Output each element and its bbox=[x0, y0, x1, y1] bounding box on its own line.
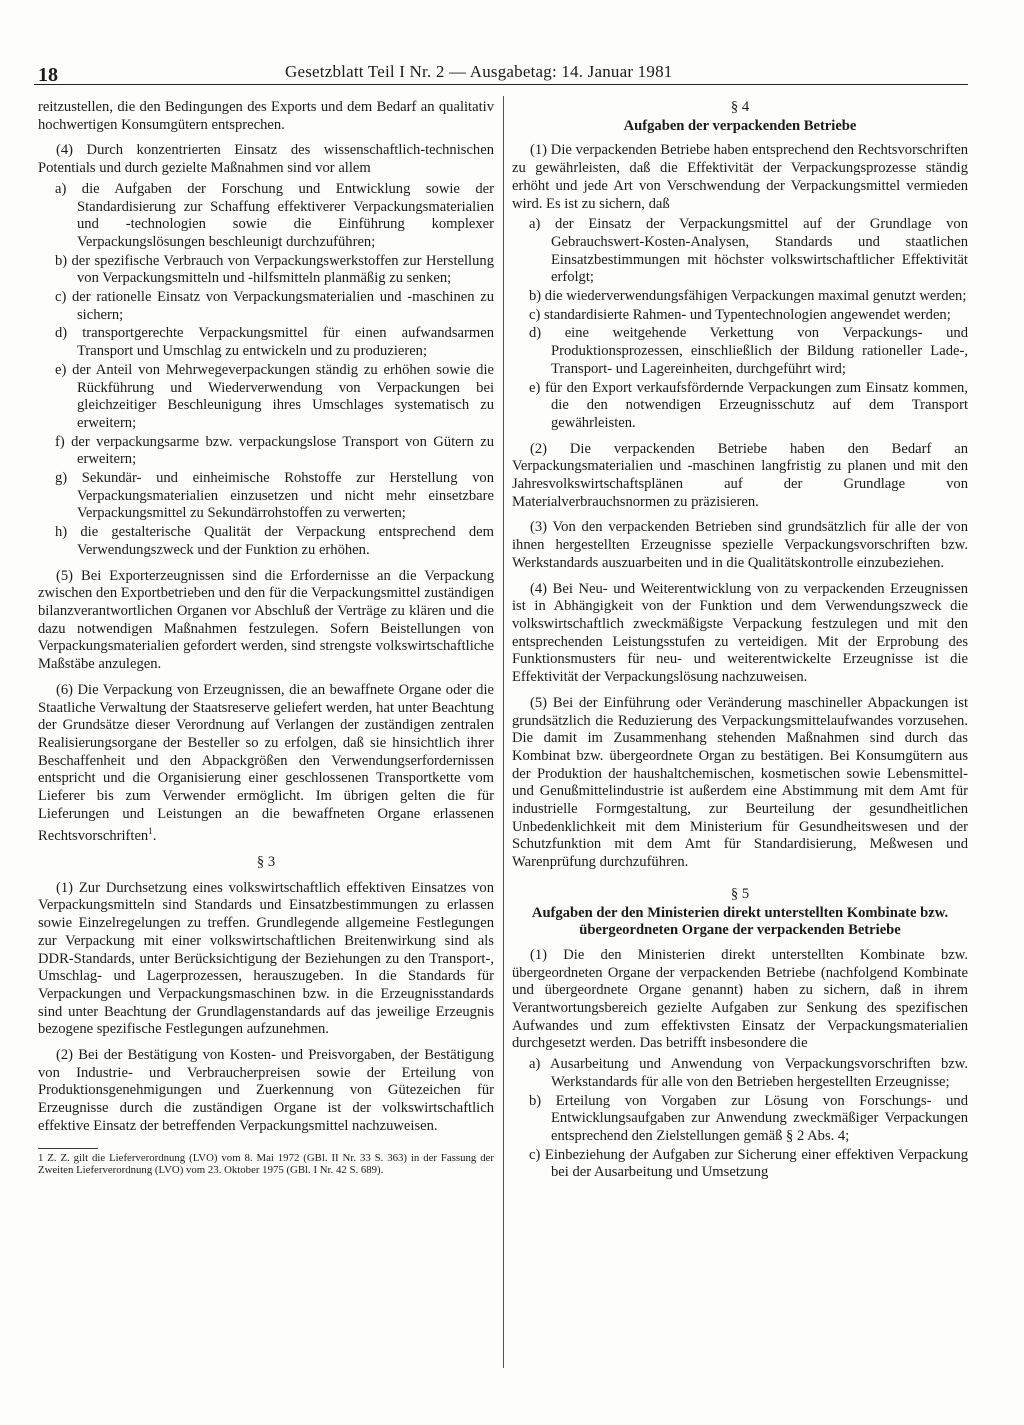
list-item: f) der verpackungsarme bzw. verpackungslose Transport von Gütern zu erweitern; bbox=[55, 433, 494, 468]
list-item: e) für den Export verkaufsfördernde Verpackungen zum Einsatz kommen, die den notwendigen Erzeugnisschutz auf dem Transport gewährleisten. bbox=[529, 379, 968, 431]
paragraph: (4) Bei Neu- und Weiterentwicklung von zu verpackenden Erzeugnissen ist in Abhängigkeit von der Funktion und dem Verwendungszweck die volkswirtschaftlich zweckmäßigste Verpackung festzulegen und mit den entsprechenden Leistungsstufen zu verteidigen. Mit der Erprobung des Funktionsmusters für neu- und weiterentwickelte Erzeugnisse ist die Effektivität der Verpackungslösung nachzuweisen. bbox=[512, 580, 968, 686]
section-title: Aufgaben der den Ministerien direkt unterstellten Kombinate bzw. übergeordneten Organe der verpackenden Betriebe bbox=[531, 904, 949, 939]
paragraph: (1) Die verpackenden Betriebe haben entsprechend den Rechtsvorschriften zu gewährleisten, daß die Effektivität der Verpackungsprozesse ständig erhöht und jede Art von Verschwendung der Verpackungsmittel vermieden wird. Es ist zu sichern, daß bbox=[512, 142, 968, 212]
list-item: a) die Aufgaben der Forschung und Entwicklung sowie der Standardisierung zur Schaffung effektiverer Verpackungsmaterialien und -technologien sowie die Einführung komplexer Verpackungslösungen beschleunigt durchzuführen; bbox=[55, 180, 494, 250]
paragraph-end: . bbox=[152, 828, 157, 845]
header-rule bbox=[34, 84, 968, 85]
paragraph: (5) Bei Exporterzeugnissen sind die Erfordernisse an die Verpackung zwischen den Exportbetrieben und den für die Verpackungsmittel zuständigen bilanzverantwortlichen Organen vor Abschluß der Verträge zu klären und die dazu notwendigen Maßnahmen festzulegen. Sofern Beistellungen von Verpackungsmaterialien gefordert werden, sind strengste volkswirtschaftliche Maßstäbe anzulegen. bbox=[38, 567, 494, 673]
list-item: d) transportgerechte Verpackungsmittel für einen aufwandsarmen Transport und Umschlag zu entwickeln und zu produzieren; bbox=[55, 325, 494, 360]
section-title: Aufgaben der verpackenden Betriebe bbox=[623, 117, 857, 134]
paragraph: (2) Bei der Bestätigung von Kosten- und Preisvorgaben, der Bestätigung von Industrie- und Verbraucherpreisen sowie der Erteilung von Produktionsgenehmigungen und Zuerkennung von Gütezeichen für Erzeugnisse durch die zuständigen Organe ist der volkswirtschaftlich effektive Einsatz der betreffenden Verpackungsmittel nachzuweisen. bbox=[38, 1047, 494, 1134]
footnote-rule bbox=[38, 1148, 98, 1149]
footnote: 1 Z. Z. gilt die Lieferverordnung (LVO) vom 8. Mai 1972 (GBl. II Nr. 33 S. 363) in der Fassung der Zweiten Lieferverordnung (LVO) vom 23. Oktober 1975 (GBl. I Nr. 42 S. 689). bbox=[38, 1151, 494, 1177]
column-divider bbox=[503, 96, 504, 1368]
list-item: d) eine weitgehende Verkettung von Verpackungs- und Produktionsprozessen, einschließlich der Bildung rationeller Lade-, Transport- und Lagereinheiten, durchgeführt wird; bbox=[529, 325, 968, 377]
paragraph: (3) Von den verpackenden Betrieben sind grundsätzlich für alle der von ihnen hergestellten Erzeugnisse spezielle Verpackungsvorschriften bzw. Werkstandards auszuarbeiten und in die Qualitätskontrolle einzubeziehen. bbox=[512, 519, 968, 571]
section-heading: § 5 bbox=[730, 885, 750, 902]
list-item: b) Erteilung von Vorgaben zur Lösung von Forschungs- und Entwicklungsaufgaben zur Anwendung zweckmäßiger Verpackungen entsprechend den Zielstellungen gemäß § 2 Abs. 4; bbox=[529, 1092, 968, 1144]
paragraph: (5) Bei der Einführung oder Veränderung maschineller Abpackungen ist grundsätzlich die Reduzierung des Verpackungsmittelaufwandes vorzusehen. Die damit im Zusammenhang stehenden Maßnahmen sind durch das Kombinat bzw. übergeordnete Organ zu bestätigen. Bei Konsumgütern aus der Produktion der haushaltchemischen, kosmetischen sowie Lebensmittel- und Genußmittelindustrie ist außerdem eine Abstimmung mit dem Amt für industrielle Formgestaltung, zur Beurteilung der gesundheitlichen Unbedenklichkeit mit dem Ministerium für Gesundheitswesen und der Schutzfunktion mit dem Amt für Standardisierung, Meßwesen und Warenprüfung durchzuführen. bbox=[512, 694, 968, 871]
section-heading: § 3 bbox=[256, 853, 276, 870]
section-heading: § 4 bbox=[730, 99, 750, 115]
list-item: c) standardisierte Rahmen- und Typentechnologien angewendet werden; bbox=[529, 306, 951, 323]
list-item: c) Einbeziehung der Aufgaben zur Sicherung einer effektiven Verpackung bei der Ausarbeitung und Umsetzung bbox=[529, 1146, 968, 1181]
header-title: Gesetzblatt Teil I Nr. 2 — Ausgabetag: 14. Januar 1981 bbox=[285, 62, 673, 81]
list-item: b) die wiederverwendungsfähigen Verpackungen maximal genutzt werden; bbox=[529, 288, 967, 305]
paragraph bbox=[38, 682, 494, 846]
paragraph-text: (6) Die Verpackung von Erzeugnissen, die an bewaffnete Organe oder die Staatliche Verwaltung der Staatsreserve geliefert werden, hat unter Beachtung der Grundsätze dieser Verordnung auf Verlangen der zuständigen zentralen Realisierungsorgane der Besteller so zu erfolgen, daß sie hinsichtlich ihrer Beschaffenheit und den Abpackgrößen den Verwendungserfordernissen entspricht und die Organisierung einer geschlossenen Transportkette vom Lieferer bis zum Verwender ermöglicht. Im übrigen gelten die für Lieferungen und Leistungen an die bewaffneten Organe erlassenen Rechtsvorschriften bbox=[38, 681, 494, 845]
list-item: c) der rationelle Einsatz von Verpackungsmaterialien und -maschinen zu sichern; bbox=[55, 289, 494, 323]
paragraph: (1) Zur Durchsetzung eines volkswirtschaftlich effektiven Einsatzes von Verpackungsmitteln sind Standards und Einsatzbestimmungen zu erlassen sowie Einzelregelungen zu treffen. Grundlegende allgemeine Festlegungen zur Verpackung mit einer volkswirtschaftlichen Breitenwirkung sind als DDR-Standards, unter Berücksichtigung der Beziehungen zu den Transport-, Umschlag- und Lagerprozessen, herauszugeben. In die Standards für Verpackungen und Verpackungsmaschinen bzw. in die Erzeugnisstandards sind unter Beachtung der Grundlagenstandards auf das jeweilige Erzeugnis bezogene spezifische Festlegungen aufzunehmen. bbox=[38, 879, 494, 1038]
list-item: e) der Anteil von Mehrwegeverpackungen ständig zu erhöhen sowie die Rückführung und Wiederverwendung von Verpackungen bei gleichzeitiger Beschleunigung ihres Umschlages systematisch zu erweitern; bbox=[55, 361, 494, 431]
right-column bbox=[512, 99, 968, 1183]
paragraph: (2) Die verpackenden Betriebe haben den Bedarf an Verpackungsmaterialien und -maschinen langfristig zu planen und mit den Jahresvolkswirtschaftsplänen auf der Grundlage von Materialverbrauchsnormen zu präzisieren. bbox=[512, 440, 968, 510]
list-item: h) die gestalterische Qualität der Verpackung entsprechend dem Verwendungszweck und der Funktion zu erhöhen. bbox=[55, 524, 494, 558]
left-column bbox=[38, 99, 494, 1177]
paragraph: reitzustellen, die den Bedingungen des Exports und dem Bedarf an qualitativ hochwertigen Konsumgütern entsprechen. bbox=[38, 99, 494, 133]
list-item: a) der Einsatz der Verpackungsmittel auf der Grundlage von Gebrauchswert-Kosten-Analysen, Standards und staatlichen Einsatzbestimmungen mit höchster volkswirtschaftlicher Effektivität erfolgt; bbox=[529, 216, 968, 286]
paragraph: (1) Die den Ministerien direkt unterstellten Kombinate bzw. übergeordneten Organe der verpackenden Betriebe (nachfolgend Kombinate und übergeordnete Organe genannt) haben zu sichern, daß in ihrem Verantwortungsbereich gezielte Aufgaben zur Senkung des spezifischen Aufwandes und zum effektivsten Einsatz der Verpackungsmaterialien durchgesetzt werden. Das betrifft insbesondere die bbox=[512, 946, 968, 1052]
list-item: a) Ausarbeitung und Anwendung von Verpackungsvorschriften bzw. Werkstandards für alle von den Betrieben hergestellten Erzeugnisse; bbox=[529, 1056, 968, 1090]
footnote-marker: 1 bbox=[148, 826, 153, 837]
list-item: b) der spezifische Verbrauch von Verpackungswerkstoffen zur Herstellung von Verpackungsmitteln und -hilfsmitteln planmäßig zu senken; bbox=[55, 252, 494, 287]
page-number: 18 bbox=[38, 64, 58, 86]
list-item: g) Sekundär- und einheimische Rohstoffe zur Herstellung von Verpackungsmaterialien einzusetzen und nicht mehr einsetzbare Verpackungsmittel zu Sekundärrohstoffen zu verwerten; bbox=[55, 470, 494, 522]
page-header bbox=[0, 58, 1024, 88]
paragraph: (4) Durch konzentrierten Einsatz des wissenschaftlich-technischen Potentials und durch gezielte Maßnahmen sind vor allem bbox=[38, 142, 494, 177]
